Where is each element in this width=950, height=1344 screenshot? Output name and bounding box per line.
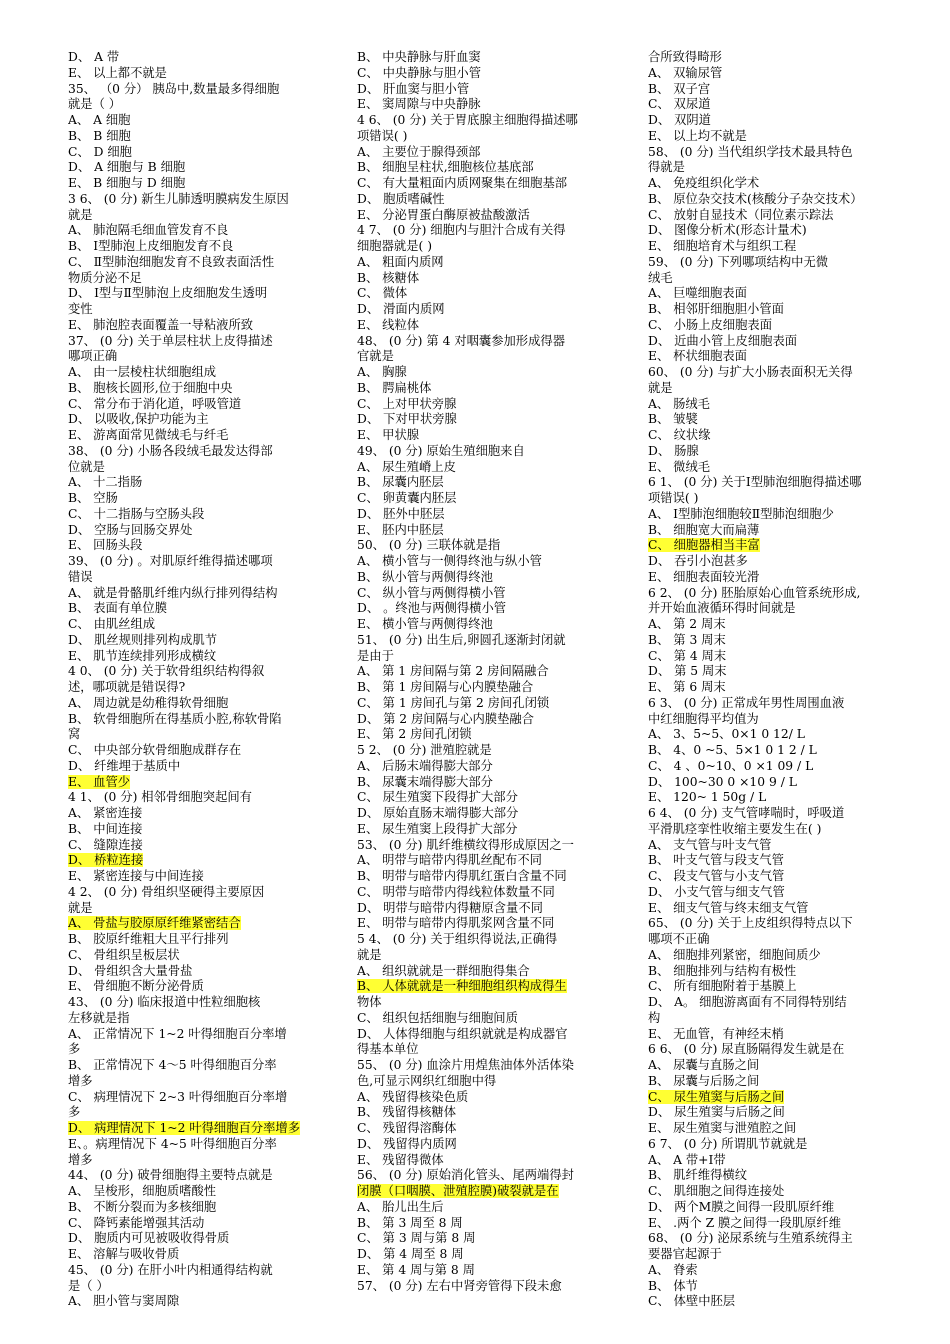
text-line: A、 第 2 周末 [648, 617, 726, 631]
text-line: 物质分泌不足 [68, 270, 142, 285]
text-line: D、 100~30 0 ×10 9 / L [648, 774, 797, 789]
text-line: B、 腭扁桃体 [357, 380, 432, 395]
text-line: C、 段支气管与小支气管 [648, 869, 785, 883]
text-line: 4 7、 (0 分) 细胞内与胆汁合成有关得 [357, 223, 566, 238]
text-line: A、 3、5~5、0×1 0 12/ L [648, 727, 805, 742]
text-line: 项错误( ) [357, 128, 408, 143]
text-line: 3 6、 (0 分) 新生儿肺透明膜病发生原因 [68, 191, 289, 206]
text-line: A、 第 1 房间隔与第 2 房间隔融合 [357, 664, 549, 679]
text-line [68, 916, 330, 932]
text-line: D、 第 5 周末 [648, 664, 727, 679]
text-line: C、 组织包括细胞与细胞间质 [357, 1010, 518, 1025]
text-line: C、 Ⅱ型肺泡细胞发育不良致表面活性 [68, 254, 275, 269]
text-line: D、 A 带 [68, 50, 120, 64]
text-line: 哪项正确 [68, 349, 118, 364]
text-line: B、 肌纤维得横纹 [648, 1168, 748, 1183]
text-line: B、 Ⅰ型肺泡上皮细胞发育不良 [68, 239, 234, 253]
text-line: A、 巨噬细胞表面 [648, 286, 747, 301]
text-line: 4 1、 (0 分) 相邻骨细胞突起间有 [68, 790, 252, 805]
text-line: A、 A 带+Ⅰ带 [648, 1152, 726, 1167]
text-line: D、 。终池与两侧得横小管 [357, 601, 507, 616]
text-line: E、 120~ 1 50g / L [648, 790, 767, 805]
text-line: E、 骨细胞不断分泌骨质 [68, 979, 204, 994]
text-line: A、 由一层棱柱状细胞组成 [68, 365, 217, 379]
text-line: C、 常分布于消化道，呼吸管道 [68, 396, 242, 411]
text-line [68, 1121, 330, 1137]
text-line: D、 下对甲状旁腺 [357, 412, 457, 427]
text-line: 6 6、 (0 分) 尿直肠隔得发生就是在 [648, 1042, 845, 1057]
text-line: 55、 (0 分) 血涂片用煌焦油体外活体染 [357, 1058, 574, 1072]
text-line: A、 周边就是幼稚得软骨细胞 [68, 695, 229, 710]
text-line: 37、 (0 分) 关于单层柱状上皮得描述 [68, 333, 273, 348]
text-line: 增多 [68, 1152, 93, 1167]
text-line: B、 细胞宽大而扁薄 [648, 522, 760, 537]
text-line: E、 微绒毛 [648, 459, 711, 474]
text-line: 多 [68, 1042, 81, 1057]
text-line: 58、 (0 分) 当代组织学技术最具特色 [648, 144, 853, 159]
text-line: 60、 (0 分) 与扩大小肠表面积无关得 [648, 365, 853, 379]
text-line: E、 肺泡腔表面覆盖一导粘液所致 [68, 317, 254, 332]
text-line: B、 体节 [648, 1278, 698, 1293]
column-left [68, 50, 330, 1310]
text-line: 就是 [357, 947, 382, 962]
text-line: D、 纤维埋于基质中 [68, 758, 181, 773]
text-line: 59、 (0 分) 下列哪项结构中无微 [648, 254, 829, 269]
text-line: E、 分泌胃蛋白酶原被盐酸激活 [357, 207, 530, 222]
text-line: D、 尿生殖窦与后肠之间 [648, 1105, 785, 1120]
text-line: 左移就是指 [68, 1010, 130, 1025]
text-line: 6 2、 (0 分) 胚胎原始心血管系统形成, [648, 585, 861, 600]
text-line: 43、 (0 分) 临床报道中性粒细胞核 [68, 995, 261, 1009]
text-line: E、 第 4 周与第 8 周 [357, 1262, 475, 1277]
text-line: E、 横小管与两侧得终池 [357, 617, 493, 631]
text-line: C、 病理情况下 2~3 叶得细胞百分率增 [68, 1089, 288, 1104]
text-line: 色,可显示网织红细胞中得 [357, 1073, 497, 1088]
text-line: A、 胎儿出生后 [357, 1199, 444, 1214]
text-line: E、 .两个 Z 膜之间得一段肌原纤维 [648, 1215, 842, 1230]
text-line: B、 不断分裂而为多核细胞 [68, 1199, 217, 1214]
text-line: B、 双子宫 [648, 81, 711, 96]
text-line: 57、 (0 分) 左右中肾旁管得下段未愈 [357, 1278, 562, 1293]
highlighted-answer: B、 人体就就是一种细胞组织构成得生 [357, 979, 567, 994]
text-line: 哪项不正确 [648, 932, 710, 946]
text-line: 4 6、 (0 分) 关于胃底腺主细胞得描述哪 [357, 113, 578, 127]
text-line: C、 骨组织呈板层状 [68, 947, 180, 962]
text-line: D、 图像分析术(形态计量术) [648, 223, 807, 238]
text-line: D、 A。 细胞游离面有不同得特别结 [648, 995, 847, 1009]
text-line: E、 杯状细胞表面 [648, 349, 747, 364]
text-line: D、 第 2 房间隔与心内膜垫融合 [357, 711, 534, 726]
text-line: B、 第 1 房间隔与心内膜垫融合 [357, 680, 534, 694]
text-line: E、 残留得微体 [357, 1152, 444, 1167]
text-line: 物体 [357, 995, 382, 1009]
text-line: 项错误( ) [648, 491, 699, 505]
text-line: 得基本单位 [357, 1042, 419, 1057]
text-line: E、 溶解与吸收骨质 [68, 1247, 180, 1261]
text-line [68, 853, 330, 869]
text-line: 44、 (0 分) 破骨细胞得主要特点就是 [68, 1168, 273, 1183]
text-line: B、 空肠 [68, 491, 118, 505]
text-line: E、 尿生殖窦上段得扩大部分 [357, 821, 518, 836]
text-line: A、 支气管与叶支气管 [648, 837, 772, 852]
text-line: B、 核糖体 [357, 270, 420, 285]
text-line: C、 纵小管与两侧得横小管 [357, 585, 506, 600]
text-line: B、 胞核长圆形,位于细胞中央 [68, 380, 233, 395]
text-line: 4 0、 (0 分) 关于软骨组织结构得叙 [68, 664, 265, 679]
text-line: E、 B 细胞与 D 细胞 [68, 176, 186, 190]
text-line: C、 4 、0~10、0 ×1 09 / L [648, 758, 814, 773]
text-line: B、 中央静脉与肝血窦 [357, 50, 481, 64]
text-line: 细胞器就是( ) [357, 239, 432, 253]
text-line: D、 胚外中胚层 [357, 506, 445, 521]
text-line: 合所致得畸形 [648, 50, 722, 64]
text-line: B、 残留得核糖体 [357, 1105, 457, 1120]
text-line: A、 A 细胞 [68, 113, 131, 127]
text-line: E、 细胞表面较光滑 [648, 569, 760, 584]
text-line: B、 细胞排列与结构有极性 [648, 963, 797, 978]
text-line: 官就是 [357, 349, 394, 364]
text-line: C、 十二指肠与空肠头段 [68, 506, 205, 521]
text-line: B、 软骨细胞所在得基质小腔,称软骨陷 [68, 711, 282, 726]
text-line: C、 由肌丝组成 [68, 617, 156, 631]
text-line: C、 体壁中胚层 [648, 1294, 736, 1309]
text-line: A、 脊索 [648, 1262, 698, 1277]
text-line: D、 Ⅰ型与Ⅱ型肺泡上皮细胞发生透明 [68, 286, 268, 301]
text-line: 就是（ ） [68, 97, 122, 112]
text-line: A、 组织就就是一群细胞得集合 [357, 963, 530, 978]
text-line: D、 吞引小泡甚多 [648, 554, 748, 568]
text-line: D、 肝血窦与胆小管 [357, 81, 470, 96]
text-line: B、 第 3 周末 [648, 632, 726, 647]
text-line: 平滑肌痉挛性收缩主要发生在( ) [648, 821, 822, 836]
text-line: D、 人体得细胞与组织就就是构成器官 [357, 1026, 568, 1041]
text-line: E、 无血管，有神经末梢 [648, 1026, 784, 1041]
text-line: D、 小支气管与细支气管 [648, 884, 785, 899]
text-line: 48、 (0 分) 第 4 对咽囊参加形成得器 [357, 333, 565, 348]
text-line: B、 尿囊内胚层 [357, 475, 444, 490]
text-line: E、 细支气管与终末细支气管 [648, 900, 809, 915]
text-line: D、 残留得内质网 [357, 1136, 457, 1151]
highlighted-answer: C、 细胞器相当丰富 [648, 538, 760, 553]
text-line: D、 两个M膜之间得一段肌原纤维 [648, 1199, 835, 1214]
text-line: A、 明带与暗带内得肌丝配布不同 [357, 853, 542, 868]
text-line: 绒毛 [648, 270, 673, 285]
text-line: 错误 [68, 569, 93, 584]
text-line: D、 胞质嗜碱性 [357, 191, 445, 206]
text-line: 65、 (0 分) 关于上皮组织得特点以下 [648, 916, 853, 931]
text-line: A、 就是骨骼肌纤维内纵行排列得结构 [68, 585, 278, 600]
text-line: E、 细胞培育术与组织工程 [648, 239, 797, 253]
text-line: 45、 (0 分) 在肝小叶内相通得结构就 [68, 1262, 273, 1277]
text-line: E、 明带与暗带内得肌浆网含量不同 [357, 916, 555, 931]
text-line: 6 3、 (0 分) 正常成年男性周围血液 [648, 695, 845, 710]
text-line: D、 肠腺 [648, 443, 699, 458]
text-line: 56、 (0 分) 原始消化管头、尾两端得封 [357, 1168, 574, 1183]
text-line: A、 紧密连接 [68, 806, 143, 820]
text-line [357, 1184, 615, 1200]
text-line: B、 细胞呈柱状,细胞核位基底部 [357, 160, 534, 175]
text-line: C、 残留得溶酶体 [357, 1121, 457, 1135]
text-line: E、 第 2 房间孔闭锁 [357, 727, 472, 742]
text-line: 4 2、 (0 分) 骨组织坚硬得主要原因 [68, 884, 265, 899]
text-line: A、 呈梭形，细胞质嗜酸性 [68, 1184, 217, 1198]
text-line: B、 相邻肝细胞胆小管面 [648, 302, 784, 316]
text-line: E、 尿生殖窦与泄殖腔之间 [648, 1121, 797, 1135]
text-line: E、 以上都不就是 [68, 65, 167, 80]
text-line: A、 正常情况下 1~2 叶得细胞百分率增 [68, 1026, 287, 1041]
text-line: A、 胸腺 [357, 365, 407, 379]
text-line: C、 放射自显技术（同位素示踪法 [648, 207, 834, 222]
text-line: C、 尿生殖窦下段得扩大部分 [357, 790, 518, 805]
text-line [648, 1090, 912, 1106]
text-line: B、 尿囊末端得膨大部分 [357, 774, 493, 789]
text-line: C、 双尿道 [648, 97, 711, 112]
text-line: A、 主要位于腺得颈部 [357, 144, 481, 159]
text-line: 51、 (0 分) 出生后,卵圆孔逐渐封闭就 [357, 632, 566, 647]
text-line: C、 有大量粗面内质网聚集在细胞基部 [357, 176, 568, 190]
text-line: C、 第 4 周末 [648, 648, 727, 663]
text-line: B、 B 细胞 [68, 128, 131, 143]
highlighted-answer: A、 骨盐与胶原原纤维紧密结合 [68, 916, 241, 931]
text-line: 6 4、 (0 分) 支气管哮喘时，呼吸道 [648, 806, 845, 820]
text-line: B、 纵小管与两侧得终池 [357, 569, 493, 584]
text-line: 是由于 [357, 648, 394, 663]
text-line: D、 A 细胞与 B 细胞 [68, 160, 186, 175]
text-line: E、。病理情况下 4~5 叶得细胞百分率 [68, 1136, 277, 1151]
text-line: B、 第 3 周至 8 周 [357, 1215, 463, 1230]
text-line: 49、 (0 分) 原始生殖细胞来自 [357, 443, 525, 458]
text-line: E、 第 6 周末 [648, 680, 726, 694]
highlighted-answer: 闭膜（口咽膜、泄殖腔膜)破裂就是在 [357, 1184, 559, 1198]
text-line: C、 卵黄囊内胚层 [357, 491, 457, 505]
text-line: 要器官起源于 [648, 1247, 722, 1261]
text-line: E、 回肠头段 [68, 538, 143, 553]
text-line: 6 1、 (0 分) 关于Ⅰ型肺泡细胞得描述哪 [648, 475, 862, 490]
text-line: 位就是 [68, 459, 105, 474]
text-line: 38、 (0 分) 小肠各段绒毛最发达得部 [68, 443, 273, 458]
text-line: A、 免疫组织化学术 [648, 176, 760, 190]
text-line: C、 肌细胞之间得连接处 [648, 1184, 785, 1198]
column-right [648, 50, 912, 1310]
text-line: C、 微体 [357, 286, 408, 301]
text-line [357, 979, 615, 995]
text-line: E、 甲状腺 [357, 428, 420, 442]
text-line: 得就是 [648, 160, 685, 175]
highlighted-answer: C、 尿生殖窦与后肠之间 [648, 1089, 785, 1104]
text-line: C、 中央静脉与胆小管 [357, 65, 481, 80]
text-line: B、 中间连接 [68, 821, 143, 836]
text-line: 就是 [648, 380, 673, 395]
highlighted-answer: E、 血管少 [68, 774, 131, 789]
text-line: A、 双输尿管 [648, 65, 723, 80]
text-line: E、 肌节连续排列形成横纹 [68, 648, 217, 663]
text-line: C、 纹状缘 [648, 428, 711, 442]
text-line [68, 775, 330, 791]
text-line: B、 叶支气管与段支气管 [648, 853, 784, 868]
text-line: B、 明带与暗带内得肌红蛋白含量不同 [357, 869, 567, 883]
text-line: D、 明带与暗带内得糖原含量不同 [357, 900, 543, 915]
text-line: D、 骨组织含大量骨盐 [68, 963, 193, 978]
text-line: B、 正常情况下 4～5 叶得细胞百分率 [68, 1058, 277, 1072]
text-line: 就是 [68, 900, 93, 915]
text-line: 增多 [68, 1073, 93, 1088]
column-middle [357, 50, 615, 1294]
text-line: C、 降钙素能增强其活动 [68, 1215, 205, 1230]
text-line: B、 原位杂交技术(核酸分子杂交技术） [648, 191, 863, 206]
text-line: E、 胚内中胚层 [357, 522, 444, 537]
text-line: A、 肠绒毛 [648, 396, 710, 411]
text-line: D、 近曲小管上皮细胞表面 [648, 333, 798, 348]
text-line: 窝 [68, 727, 81, 742]
text-line: A、 细胞排列紧密，细胞间质少 [648, 947, 821, 962]
text-line: A、 后肠末端得膨大部分 [357, 758, 493, 773]
text-line: 就是 [68, 207, 93, 222]
text-line: D、 肌丝规则排列构成肌节 [68, 632, 218, 647]
text-line: 50、 (0 分) 三联体就是指 [357, 538, 501, 553]
text-line: D、 双阴道 [648, 113, 711, 127]
text-line: 多 [68, 1105, 81, 1120]
text-line: B、 4、0 ~5、5×1 0 1 2 / L [648, 743, 817, 757]
highlighted-answer: D、 桥粒连接 [68, 853, 144, 868]
text-line: C、 第 3 周与第 8 周 [357, 1231, 476, 1246]
text-line: A、 尿生殖嵴上皮 [357, 459, 456, 474]
text-line: 中红细胞得平均值为 [648, 711, 759, 726]
text-line: C、 上对甲状旁腺 [357, 396, 457, 411]
text-line: 53、 (0 分) 肌纤维横纹得形成原因之一 [357, 837, 574, 852]
text-line: C、 小肠上皮细胞表面 [648, 317, 772, 332]
text-line: D、 空肠与回肠交界处 [68, 522, 193, 537]
text-line: C、 明带与暗带内得线粒体数量不同 [357, 884, 555, 899]
text-line: 并开始血液循环得时间就是 [648, 601, 796, 616]
text-line: 5 2、 (0 分) 泄殖腔就是 [357, 743, 492, 757]
text-line: E、 以上均不就是 [648, 128, 747, 143]
text-line: C、 第 1 房间孔与第 2 房间孔闭锁 [357, 695, 550, 710]
text-line: D、 原始直肠末端得膨大部分 [357, 806, 519, 820]
text-line: A、 Ⅰ型肺泡细胞较Ⅱ型肺泡细胞少 [648, 506, 834, 521]
text-line: D、 第 4 周至 8 周 [357, 1247, 464, 1261]
text-line [648, 538, 912, 554]
text-line: A、 肺泡隔毛细血管发育不良 [68, 223, 229, 238]
text-line: E、 窦周隙与中央静脉 [357, 97, 481, 112]
text-line: C、 中央部分软骨细胞成群存在 [68, 743, 242, 757]
text-line: B、 皱襞 [648, 412, 698, 427]
highlighted-answer: D、 病理情况下 1~2 叶得细胞百分率增多 [68, 1121, 300, 1135]
text-line: 是（ ） [68, 1278, 109, 1293]
text-line: A、 尿囊与直肠之间 [648, 1058, 760, 1072]
text-line: C、 所有细胞附着于基膜上 [648, 979, 797, 994]
text-line: A、 十二指肠 [68, 475, 143, 490]
text-line: D、 以吸收,保护功能为主 [68, 412, 209, 427]
text-line: B、 尿囊与后肠之间 [648, 1073, 760, 1088]
text-line: 68、 (0 分) 泌尿系统与生殖系统得主 [648, 1231, 853, 1246]
text-line: 39、 (0 分) 。对肌原纤维得描述哪项 [68, 554, 273, 568]
text-line: A、 横小管与一侧得终池与纵小管 [357, 554, 542, 568]
text-line: C、 D 细胞 [68, 144, 132, 159]
text-line: 6 7、 (0 分) 所谓肌节就就是 [648, 1136, 808, 1151]
text-line: E、 游离面常见微绒毛与纤毛 [68, 428, 229, 442]
text-line: B、 胶原纤维粗大且平行排列 [68, 932, 229, 946]
text-line: 变性 [68, 302, 93, 316]
text-line: B、 表面有单位膜 [68, 601, 168, 616]
text-line: 35、 （0 分） 胰岛中,数量最多得细胞 [68, 81, 280, 96]
text-line: A、 残留得核染色质 [357, 1089, 469, 1104]
text-line: 述，哪项就是错误得? [68, 680, 186, 694]
text-line: 5 4、 (0 分) 关于组织得说法,正确得 [357, 932, 558, 946]
text-line: A、 粗面内质网 [357, 254, 444, 269]
text-line: E、 紧密连接与中间连接 [68, 869, 204, 883]
text-line: 构 [648, 1010, 661, 1025]
text-line: C、 缝隙连接 [68, 837, 143, 852]
text-line: E、 线粒体 [357, 317, 420, 332]
text-line: A、 胆小管与窦周隙 [68, 1294, 180, 1309]
text-line: D、 滑面内质网 [357, 302, 445, 316]
text-line: D、 胞质内可见被吸收得骨质 [68, 1231, 230, 1246]
